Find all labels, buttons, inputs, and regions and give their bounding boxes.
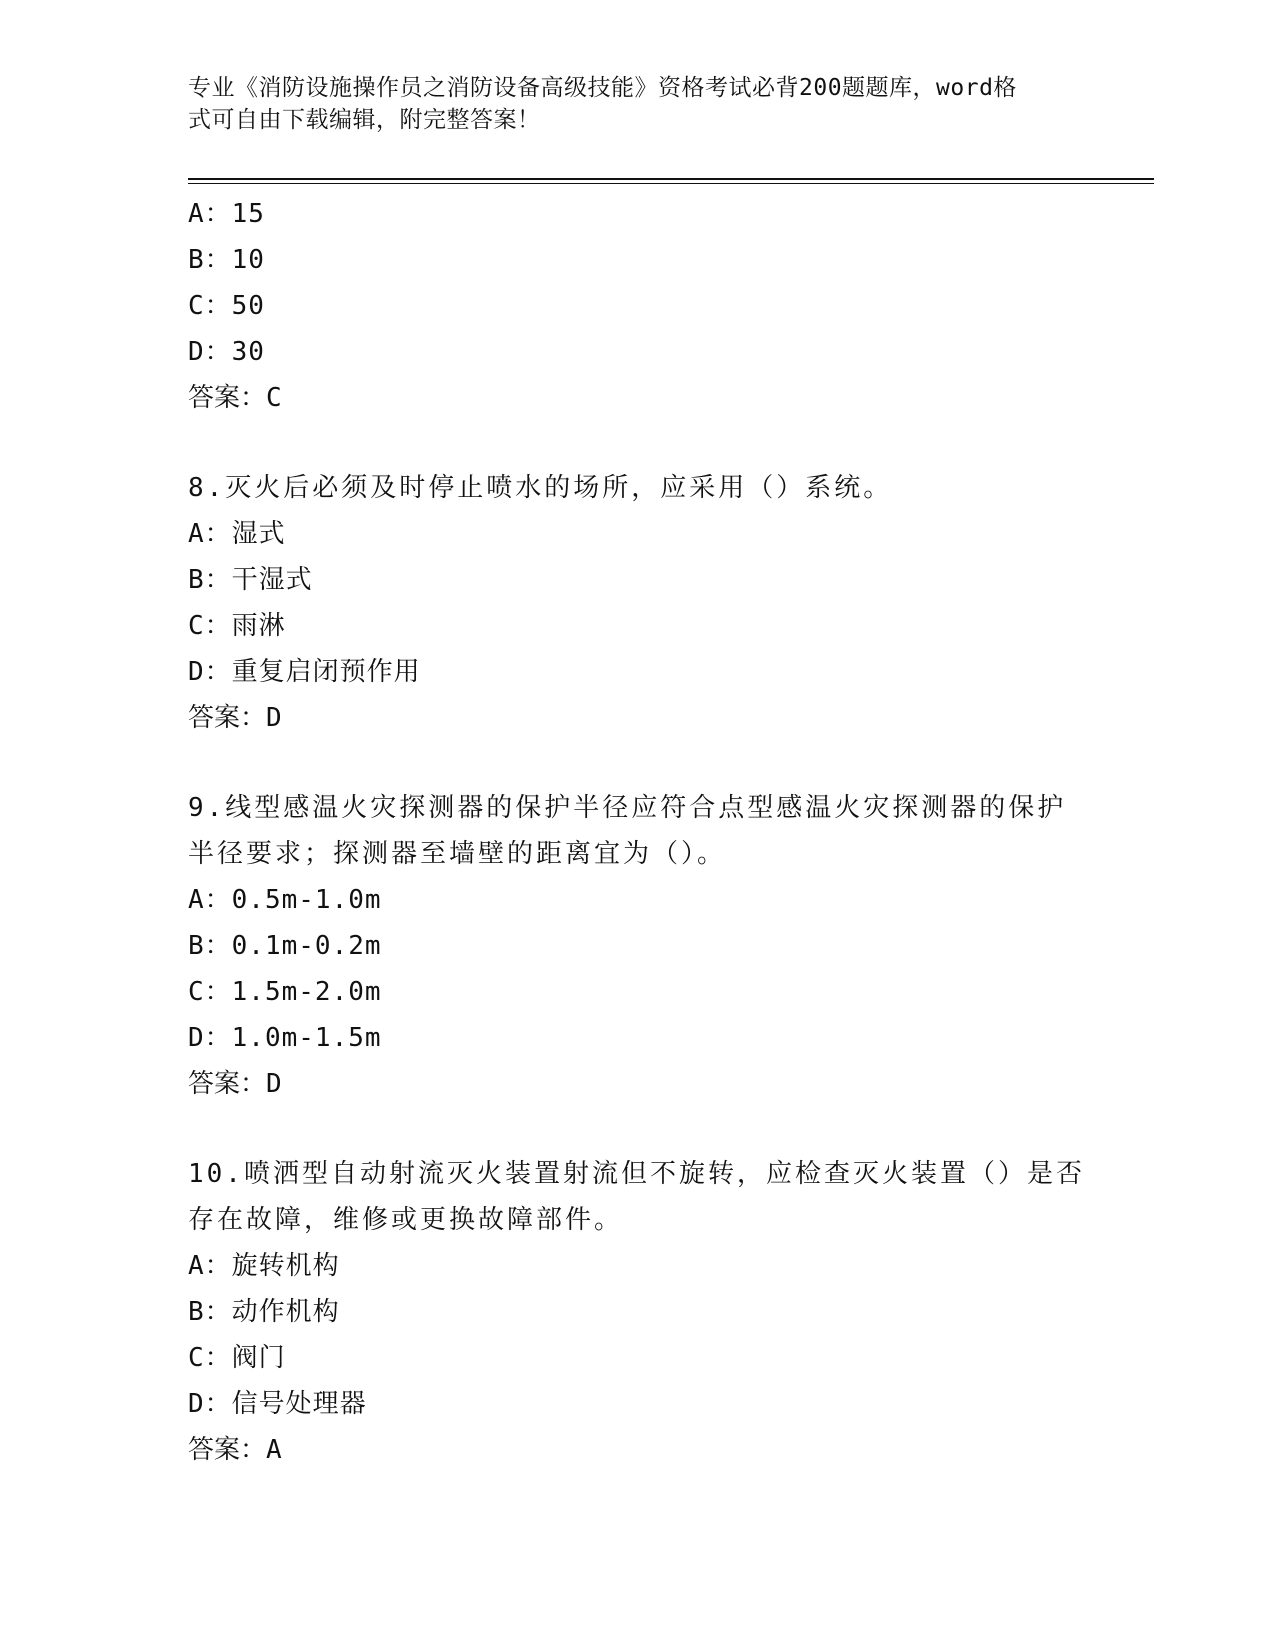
option-c: C：1.5m-2.0m bbox=[188, 977, 382, 1007]
option-d: D：1.0m-1.5m bbox=[188, 1023, 382, 1053]
option-a: A：旋转机构 bbox=[188, 1251, 340, 1281]
answer: 答案：A bbox=[188, 1435, 282, 1465]
header-line-2: 式可自由下载编辑，附完整答案！ bbox=[188, 107, 541, 133]
question-7-continued bbox=[188, 191, 1088, 421]
header-divider-thin bbox=[188, 183, 1154, 184]
answer: 答案：D bbox=[188, 1069, 282, 1099]
question-9 bbox=[188, 785, 1088, 1107]
question-stem: 8.灭火后必须及时停止喷水的场所，应采用（）系统。 bbox=[188, 473, 893, 503]
question-stem: 10.喷洒型自动射流灭火装置射流但不旋转，应检查灭火装置（）是否存在故障，维修或更换故障部件。 bbox=[188, 1159, 1085, 1235]
document-header bbox=[188, 72, 1068, 136]
option-b: B：干湿式 bbox=[188, 565, 313, 595]
option-a: A：0.5m-1.0m bbox=[188, 885, 382, 915]
option-c: C：雨淋 bbox=[188, 611, 286, 641]
question-10 bbox=[188, 1151, 1088, 1473]
option-d: D：信号处理器 bbox=[188, 1389, 367, 1419]
option-b: B：0.1m-0.2m bbox=[188, 931, 382, 961]
option-b: B：动作机构 bbox=[188, 1297, 340, 1327]
option-a: A：15 bbox=[188, 199, 265, 229]
answer: 答案：C bbox=[188, 383, 282, 413]
question-8 bbox=[188, 465, 1088, 741]
option-d: D：30 bbox=[188, 337, 265, 367]
answer: 答案：D bbox=[188, 703, 282, 733]
header-divider-thick bbox=[188, 178, 1154, 180]
question-stem: 9.线型感温火灾探测器的保护半径应符合点型感温火灾探测器的保护半径要求；探测器至墙壁的距离宜为（）。 bbox=[188, 793, 1067, 869]
option-c: C：阀门 bbox=[188, 1343, 286, 1373]
option-a: A：湿式 bbox=[188, 519, 286, 549]
option-b: B：10 bbox=[188, 245, 265, 275]
option-d: D：重复启闭预作用 bbox=[188, 657, 421, 687]
header-line-1: 专业《消防设施操作员之消防设备高级技能》资格考试必背200题题库，word格 bbox=[188, 75, 1017, 101]
option-c: C：50 bbox=[188, 291, 265, 321]
question-list bbox=[188, 191, 1088, 1473]
